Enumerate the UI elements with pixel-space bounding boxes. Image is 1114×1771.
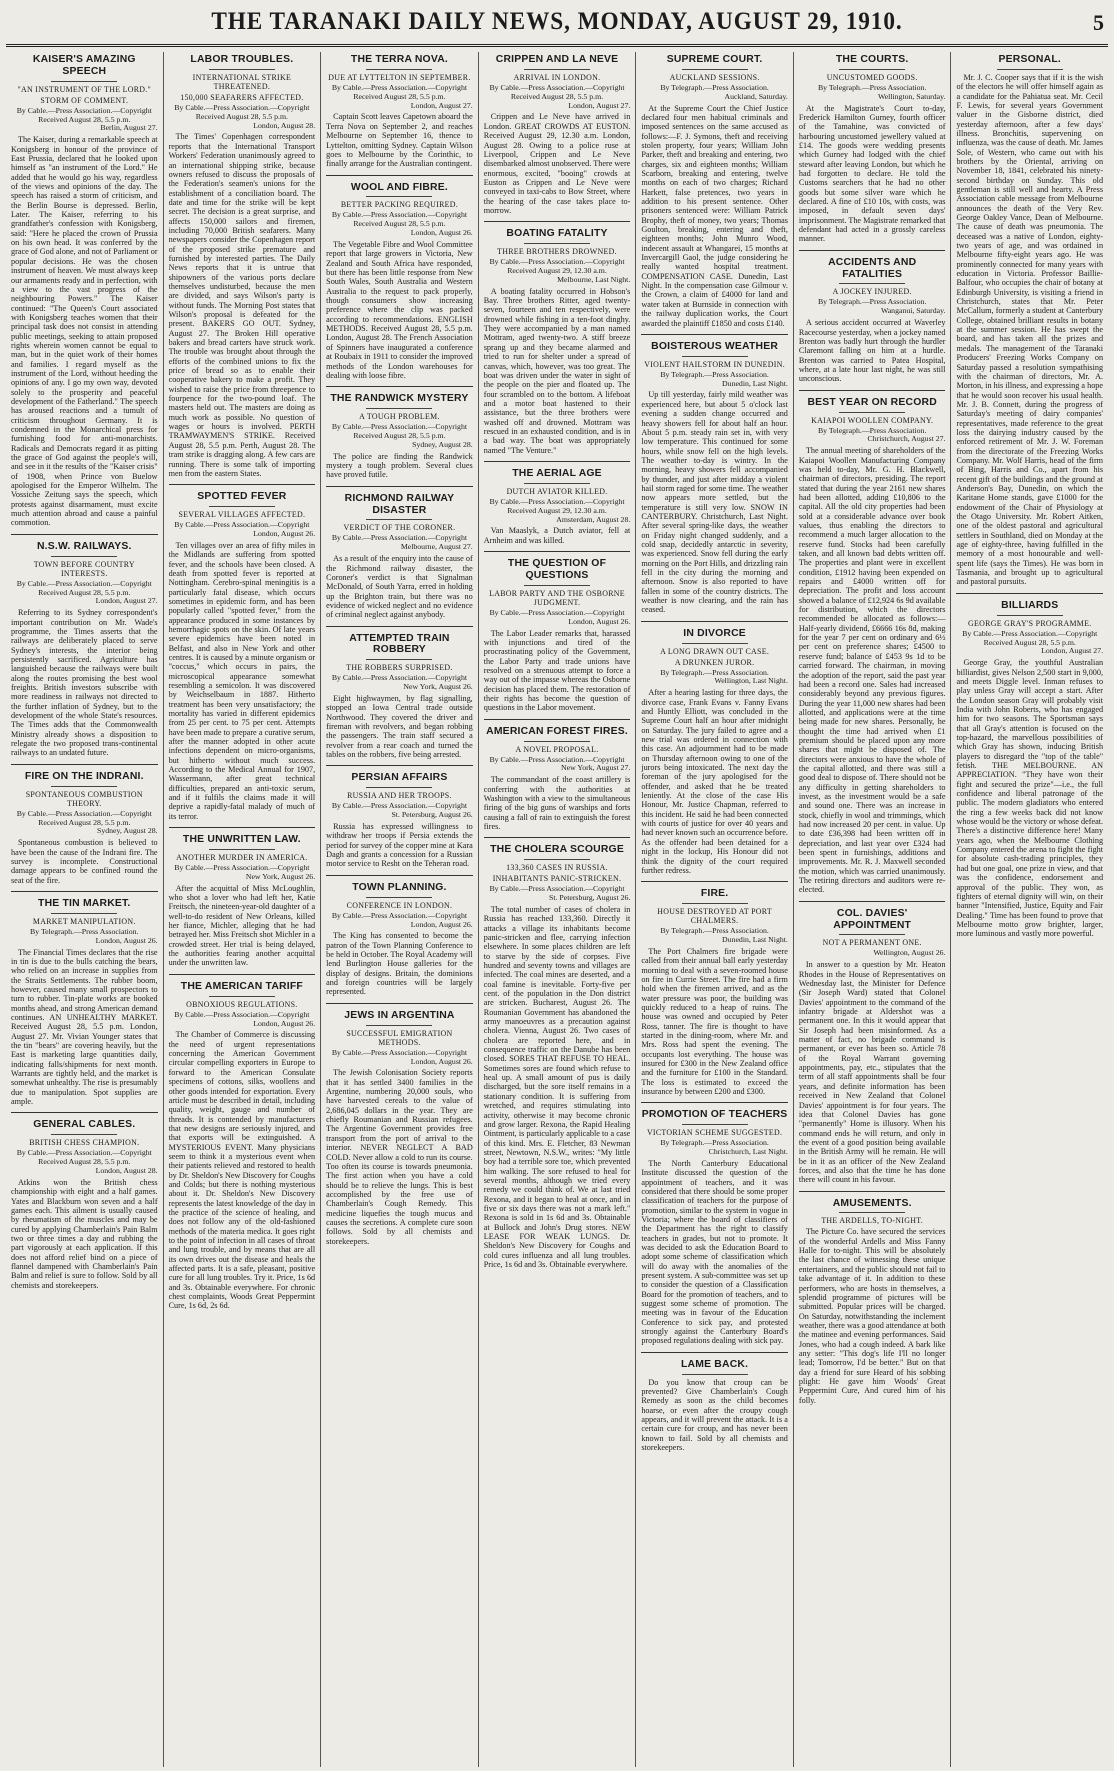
- article: [326, 54, 473, 169]
- article: [641, 621, 788, 875]
- article-subheading: A NOVEL PROPOSAL.: [515, 744, 599, 754]
- press-credit: By Cable.—Press Association.—Copyright: [174, 1009, 310, 1019]
- article-dateline: Berlin, August 27.: [100, 123, 158, 133]
- article-body: Mr. J. C. Cooper says that if it is the wish of the electors he will offer himself again as a candidate for the Pahiatua seat. Mr. Cecil F. Lewis, for several years Government valuer in the Gisborne district, died yesterday afternoon, after a few days' illness. Bronchitis, supervening on influenza, was the cause of death. Mr. James Sole, of Western, who came out with his brothers by the Oriental, arriving on November 18, 1841, celebrated his ninety-second birthday on Sunday. This old gentleman is still well and hearty. A Press Association cable message from Melbourne announces the death of the Very Rev. George Oakley Vance, Dean of Melbourne. The cause of death was pneumonia. The deceased was a native of London, eighty-two years of age, and was ordained in Melbourne fifty-eight years ago. He was prominently connected for many years with education in Victoria. Professor Baillie-Balfour, who occupies the chair of botany at Edinburgh University, is visiting a friend in Christchurch, states that Mr. Peter McCallum, formerly a student at Canterbury College, obtained brilliant results in botany at the summer session. He has swept the board, and has taken all the prizes and medals. The management of the Taranaki Producers' Freezing Works Company on Saturday passed a resolution sympathising with the chairman of directors, Mr. A. Morton, in his illness, and expressing a hope that he would soon recover his usual health. Mr. J. B. Connett, during the progress of Saturday's meeting of dairy companies' representatives, made reference to the great loss the dairying industry caused by the enforced retirement of Mr. J. W. Foreman from the directorate of the Freezing Works Company. Mr. Wolf Harris, head of the firm of Bing, Harris and Co., apart from his recent gift of the buildings and the ground at Anderson's Bay, Dunedin, on which the Karitane Home stands, gave £1000 for the endowment of the Chair of Physiology at the Otago University. Mr. Robert Aitken, one of the oldest pastoral and agricultural settlers in Southland, died on Monday at the age of eighty-three, having fulfilled in the memory of a most honourable and well-spent life (says the Times). He was born in Tasmania, and brought up to agricultural and pastoral pursuits.: [956, 72, 1104, 587]
- article-subheading: 133,360 CASES IN RUSSIA.: [506, 863, 608, 873]
- headline-rule: [839, 1212, 905, 1213]
- article-body: Russia has expressed willingness to withdraw her troops if Persia extends the period for survey of the copper mine at Kara Dagh and grants a concession for a Russian motor service to Resht on the Teheran road.: [326, 822, 473, 869]
- article-subheading: AUCKLAND SESSIONS.: [669, 72, 760, 82]
- headline-rule: [524, 859, 590, 860]
- headline-rule: [997, 69, 1063, 70]
- article: [11, 1112, 158, 1290]
- received-line: Received August 28, 5.5 p.m.: [38, 114, 131, 124]
- article: [326, 386, 473, 480]
- press-credit: By Cable.—Press Association.—Copyright: [16, 808, 152, 818]
- article-body: After a hearing lasting for three days, the divorce case, Frank Evans v. Fanny Evans and Huntly Elliott, was concluded in the Supreme Court half an hour after midnight on Saturday. The jury failed to agree and a new trial was ordered in connection with this case. An adjournment had to be made on Thursday afternoon owing to one of the jurors being intoxicated. The next day the foreman of the jury apologised for the offender, and asked that he be treated leniently. At the close of the case His Honour, Mr. Justice Chapman, referred to this incident. He said he had been connected with courts of justice for over 40 years and had never known such an occurrence before. As the offender had been detained for a night in the lockup, His Honour did not think the dignity of the court required further redress.: [641, 688, 788, 875]
- article-headline: THE TIN MARKET.: [38, 897, 131, 909]
- press-credit: By Cable.—Press Association.—Copyright: [489, 496, 625, 506]
- article-dateline: London, August 26.: [410, 1056, 473, 1066]
- article-headline: GENERAL CABLES.: [33, 1119, 136, 1131]
- article-dateline: Dunedin, Last Night.: [722, 934, 788, 944]
- article-subheading: VIOLENT HAILSTORM IN DUNEDIN.: [644, 359, 785, 369]
- article-body: Ten villages over an area of fifty miles in the Midlands are suffering from spotted fever, and the schools have been closed. A death from spotted fever is reported at Nottingham. Cerebro-spinal meningitis is a particularly fatal disease, which occurs sometimes in epidemic form, and has been popularly called "spotted fever," from the appearance produced in some instances by hemorrhagic spots on the skin. Of late years severe epidemics have been noted in Belfast, and also in New York and other centres. It is caused by a minute organism or "coccus," which occurs in pairs, the microscopical appearance somewhat resembling a semicolon. It was discovered by Weichselbaum in 1887. Hitherto treatment has been very unsatisfactory; the mortality has varied in different epidemics from 25 per cent. to 75 per cent. Attempts have been made to prepare a curative serum, after the manner adopted in other acute infections dependent on micro-organisms, but hitherto without much success. According to the Medical Annual for 1907, Wassermann, after great technical difficulties, prepared an anti-toxic serum, and if it fulfils the claims made it will deprive a rapidly-fatal malady of much of its terror.: [168, 540, 316, 821]
- article-subheading: STORM OF COMMENT.: [40, 95, 129, 105]
- article-headline: FIRE ON THE INDRANI.: [24, 770, 144, 782]
- article-dateline: St. Petersburg, August 26.: [391, 810, 473, 820]
- column-5: [636, 52, 794, 1767]
- article-subheading: THE ROBBERS SURPRISED.: [346, 663, 453, 673]
- article-headline: THE AMERICAN TARIFF: [180, 980, 303, 992]
- article: [956, 54, 1103, 587]
- article-body: In answer to a question by Mr. Heaton Rhodes in the House of Representatives on Wednesday last, the Minister for Defence (Sir Joseph Ward) stated that Colonel Davies' appointment to the command of the infantry brigade at Aldershot was a permanent one. In this it would appear that Sir Joseph had been misinformed. As a matter of fact, no brigade command is permanent, or ever has been so. Article 78 of the Royal Warrant governing appointments, pay, etc., stipulates that the term of all staff appointments shall be four years, and definite information has been received in New Zealand that Colonel Davies' appointment is for four years. The idea that Colonel Davies has gone "permanently" Home is illusory. When his command ends he will return, and only in the event of a good position being available in the British Army will he remain. He will be in it as an officer of the New Zealand forces, and also that the time he has done there will count in his favour.: [798, 960, 946, 1185]
- press-credit: By Telegraph.—Press Association.: [660, 82, 769, 92]
- article-headline: ACCIDENTS AND FATALITIES: [828, 256, 917, 280]
- article-dateline: London, August 26.: [568, 616, 631, 626]
- headline-rule: [682, 356, 748, 357]
- headline-rule: [209, 506, 275, 507]
- received-line: Received August 28, 5.5 p.m.: [353, 430, 446, 440]
- headline-rule: [366, 196, 432, 197]
- article-body: The Kaiser, during a remarkable speech at Konigsberg in honour of the province of East Prussia, declared that he looked upon himself as "an instrument of the Lord." He added that he would go his way, regardless of the views and opinions of the day. The speech has raised a storm of criticism, and the Berlin Bourse is depressed. Berlin, Later. The Kaiser, referring to his grandfather's confession with Konigsberg, said: "Here he placed the crown of Prussia on his own head. It was conferred by the grace of God alone, and not of Parliament or popular decisions. He was the chosen instrument of heaven. We must always keep our armaments ready and in perfection, with a view to the vast progress of the neighbouring Powers." The Kaiser continued: "The Queen's Court associated with Konigsberg teaches women that their principal task does not consist in attending public meetings, seeking to attain proposed rights wherein women cannot be equal to man, but in the quiet work of their homes and families. I regard myself as the instrument of the Lord, without heeding the opinions of any. I go my own way, devoted solely to the prosperity and peaceful development of the Fatherland." The speech has aroused reactions and a tumult of criticism throughout Germany. It is condemned in the Monarchical press for furnishing food for anti-monarchists. Radicals and Democrats regard it as pitting the grace of God against the people's will, and see in it the results of the "Kaiser crisis" of 1908, when Prince von Buelow apologised for the Emperor Wilhelm. The Vossiche Zeitung says the speech, which protests against disarmament, must excite much attention abroad and cause a painful commotion.: [11, 135, 158, 528]
- press-credit: By Telegraph.—Press Association.: [817, 425, 927, 435]
- press-credit: By Telegraph.—Press Association.: [660, 667, 769, 677]
- article-headline: THE UNWRITTEN LAW.: [182, 834, 301, 846]
- article-body: As a result of the enquiry into the cause of the Richmond railway disaster, the Coroner's verdict is that Signalman McDonald, of South Yarra, erred in holding up the Brighton train, but there was no evidence of wicked neglect and no evidence of criminal neglect against anybody.: [326, 554, 473, 620]
- article-body: The police are finding the Randwick mystery a tough problem. Several clues have proved futile.: [326, 451, 473, 480]
- article-body: After the acquittal of Miss McLoughlin, who shot a lover who had left her, Katie Freitsch, the nineteen-year-old daughter of a well-to-do resident of New Orleans, killed her fiance, Michler, alleging that he had betrayed her. Miss Freitsch shot Michler in a crowded street. Her trial is being delayed, the authorities fearing another acquittal under the unwritten law.: [168, 883, 316, 968]
- headline-rule: [839, 412, 905, 413]
- article: [169, 827, 316, 968]
- article-body: The total number of cases of cholera in Russia has reached 133,360. Directly it attacks a village its inhabitants become panic-stricken and flee, carrying infection elsewhere. In some places children are left to starve by the side of corpses. Five hundred and seventy towns and villages are infected. The coal mines are deserted, and a coal famine is inevitable. Forty-five per cent. of the population in the Don district are stricken. Bucharest, August 26. The Roumanian Government has abandoned the army manoeuvres as a precaution against cholera. Vienna, August 26. Two cases of cholera are reported here, and in consequence traffic on the Danube has been closed. SORES THAT REFUSE TO HEAL. Sometimes sores are found which refuse to heal up. A small amount of pus is daily discharged, but the sore itself remains in a stationary condition. It is suffering from wretched, and requires stimulating into activity, otherwise it may become chronic and grow larger. Rexona, the Rapid Healing Ointment, is particularly applicable to a case of this kind. Mrs. E. Fletcher, 83 Newman street, Newtown, N.S.W., writes: "My little boy had a terrible sore toe, which prevented him walking. The sore refused to heal for several months, although we tried every remedy we could think of. We at last tried Rexona, and it began to heal at once, and in five or six days there was not a mark left." Rexona is sold in 1s 6d and 3s. Obtainable at Bullock and John's Drug stores. NEW LEASE FOR WEAK LUNGS. Dr. Sheldon's New Discovery for Coughs and cold cures influenza and all lung troubles. Price, 1s 6d and 3s. Obtainable everywhere.: [483, 904, 631, 1270]
- article: [484, 54, 631, 215]
- article-subheading: INHABITANTS PANIC-STRICKEN.: [492, 874, 622, 884]
- article: [169, 54, 316, 478]
- article: [799, 1191, 946, 1405]
- press-credit: By Telegraph.—Press Association.: [30, 926, 139, 936]
- article: [11, 534, 158, 758]
- headline-rule: [682, 903, 748, 904]
- article-subheading: BRITISH CHESS CHAMPION.: [29, 1138, 140, 1148]
- article-dateline: Christchurch, August 27.: [867, 434, 946, 444]
- article: [641, 334, 788, 615]
- article-dateline: Sydney, August 28.: [412, 439, 473, 449]
- article-dateline: London, August 27.: [1041, 646, 1104, 656]
- headline-rule: [366, 659, 432, 660]
- headline-rule: [366, 519, 432, 520]
- article-subheading: OBNOXIOUS REGULATIONS.: [186, 999, 298, 1009]
- article-headline: WOOL AND FIBRE.: [350, 181, 448, 193]
- article-subheading: NOT A PERMANENT ONE.: [822, 938, 922, 948]
- headline-rule: [209, 849, 275, 850]
- article: [326, 486, 473, 620]
- article-subheading: HOUSE DESTROYED AT PORT CHALMERS.: [657, 907, 772, 926]
- article-body: The Financial Times declares that the rise in tin is due to the bulls catching the bears, who relied on an increase in supplies from the Straits Settlements. The rubber boom, however, caused many small prospectors to turn to rubber. Tin-plate works are booked months ahead, and strong American demand continues. AN UNHEALTHY MARKET. Received August 28, 5.5 p.m. London, August 27. Mr. Vivian Younger states that the tin "bears" are covering heavily, but the East is marketing large quantities daily, indicating falls/shipments for next month. Warrants are tightly held, and the market is somewhat unhealthy. The rise is presumably due to manipulation. Spot supplies are ample.: [11, 947, 158, 1107]
- headline-rule: [524, 483, 590, 484]
- article-dateline: Sydney, August 28.: [97, 826, 158, 836]
- press-credit: By Cable.—Press Association.—Copyright: [16, 1148, 152, 1158]
- received-line: Received August 28, 5.5 p.m.: [510, 91, 604, 101]
- article-subheading: THREE BROTHERS DROWNED.: [497, 247, 617, 257]
- headline-rule: [366, 69, 432, 70]
- article: [484, 221, 631, 455]
- received-line: Received August 28, 5.5 p.m.: [353, 219, 446, 229]
- article-body: Up till yesterday, fairly mild weather was experienced here, but about 5 o'clock last evening a sudden change occurred and heavy showers fell for about half an hour. About 5 p.m. steady rain set in, with very low temperature. This continued for some hours, while snow fell on the high levels. The weather to-day is wintry. In the morning, heavy showers fell accompanied by thunder, and just after midday a violent hail storm raged for some time. The weather now appears more settled, but the temperature is still very low. SNOW IN CANTERBURY. Christchurch, Last Night. After several spring-like days, the weather on Friday night changed suddenly, and a cold snap, decidedly antarctic in severity, was experienced. Snow fell during the early morning on the Port Hills, and drizzling rain fell in the city during the morning and afternoon. Snow is also reported to have fallen in some of the country districts. The weather is now clearing, and the rain has ceased.: [641, 390, 788, 615]
- article-dateline: Wellington, Last Night.: [714, 676, 788, 686]
- article-body: Atkins won the British chess championship with eight and a half games. Yates and Blackburn won seven and a half games each. This ailment is usually caused by rheumatism of the muscles and may be cured by applying Chamberlain's Pain Balm two or three times a day and rubbing the part vigorously at each application. If this does not afford relief bind on a piece of flannel dampened with Chamberlain's Pain Balm and relief is sure to follow. Sold by all chemists and storekeepers.: [11, 1177, 158, 1290]
- press-credit: By Cable.—Press Association.—Copyright: [16, 105, 152, 115]
- article-dateline: London, August 26.: [410, 919, 473, 929]
- headline-rule: [366, 787, 432, 788]
- article-body: The North Canterbury Educational Institute discussed the question of the appointment of teachers, and it was considered that there should be some proper classification of teachers for the purpose of promotion, similar to the system in vogue in Victoria; where the board of classifiers of the Department has the right to classify teachers in grades, but not to promote. It was decided to ask the Education Board to adopt some scheme of classification which will do away with the anomalies of the present system. A sub-committee was set up to consider the question of a Classification Board for the promotion of teachers, and to suggest some scheme of promotion. The meeting was in favour of the Education Conference to sick pay, and protested strongly against the Canterbury Board's proposed regulations dealing with sick pay.: [641, 1158, 788, 1346]
- article-subheading: UNCUSTOMED GOODS.: [826, 72, 918, 82]
- article-headline: N.S.W. RAILWAYS.: [36, 540, 132, 552]
- article: [641, 54, 788, 328]
- article: [169, 484, 316, 821]
- article-dateline: London, August 28.: [253, 120, 316, 130]
- article-body: Spontaneous combustion is believed to have been the cause of the Indrani fire. The survey is incomplete. Constructional damage appears to be confined round the seat of the fire.: [11, 838, 158, 885]
- article-subheading: RUSSIA AND HER TROOPS.: [347, 791, 452, 801]
- article-subheading: CONFERENCE IN LONDON.: [346, 900, 453, 910]
- press-credit: By Cable.—Press Association.—Copyright: [331, 210, 468, 220]
- article: [326, 765, 473, 868]
- press-credit: By Cable.—Press Association.—Copyright: [331, 673, 468, 683]
- press-credit: By Telegraph.—Press Association.: [660, 1138, 769, 1148]
- article-dateline: London, August 27.: [95, 596, 158, 606]
- article-dateline: New York, August 27.: [560, 763, 631, 773]
- article-subheading: SUCCESSFUL EMIGRATION METHODS.: [346, 1028, 453, 1047]
- article-headline: LABOR TROUBLES.: [190, 54, 294, 65]
- newspaper-columns: [6, 52, 1108, 1767]
- article-subheading: INTERNATIONAL STRIKE THREATENED.: [192, 72, 292, 91]
- article-subheading: 150,000 SEAFARERS AFFECTED.: [180, 92, 304, 102]
- article-body: George Gray, the youthful Australian billiardist, gives Nelson 2,500 start in 9,000, and meets Diggle level. Inman refuses to play unless Gray will accept a start. After the London season Gray will probably visit India with John Roberts, who has engaged him for two seasons. The Sportsman says that all Gray's attention is focused on the top-hazard, the marvellous possibilities of which Gray has shown, inducing British players to disregard the "top of the table" fetish. THE MELBOURNE. AN APPRECIATION. "They have won their fight and secured the prize"—i.e., the full confidence and liberal patronage of the public. The modern gladiators who entered the ring a few weeks back did not know whose would be the victory or whose defeat. There's a distinctive difference here! Many years ago, when the Melbourne Clothing Company entered the arena to fight the fight for absolute cash-trading principles, they had but one goal, one prize in view, and that was the confidence, endorsement and approval of the public. They won, as fighters of eternal dignity will win, on their banner "Intensified, Justice, Equity and Fair Dealing." Time has been found to prove that Melbourne motto grow brighter, larger, more luminous and vastly more powerful.: [956, 658, 1104, 939]
- article-headline: THE RANDWICK MYSTERY: [330, 393, 469, 405]
- received-line: Received August 28, 5.5 p.m.: [983, 637, 1076, 647]
- article-dateline: Wellington, Saturday.: [877, 91, 946, 101]
- column-1: [6, 52, 164, 1767]
- press-credit: By Cable.—Press Association.—Copyright: [489, 754, 625, 764]
- article-body: The Labor Leader remarks that, harassed with injunctions and tired of the procrastinating policy of the Government, the Labor Party and trade unions have resolved on a strenuous attempt to force a way out of the impasse whereas the Osborne decision has placed them. The restoration of their rights has become the question of questions in the Labor movement.: [483, 628, 631, 713]
- received-line: Received August 28, 5.5 p.m.: [38, 587, 131, 597]
- article-subheading: SPONTANEOUS COMBUSTION THEORY.: [25, 789, 143, 808]
- headline-rule: [366, 408, 432, 409]
- article-body: Van Maaslyk, a Dutch aviator, fell at Arnheim and was killed.: [483, 526, 631, 545]
- article-subheading: BETTER PACKING REQUIRED.: [340, 200, 459, 210]
- article-body: The Jewish Colonisation Society reports that it has settled 3400 families in the Argentine, numbering 20,000 souls, who have harvested cereals to the value of 2,686,045 dollars in the year. They are chiefly Roumanian and Russian refugees. The Argentine Government provides free transport from the port of arrival to the interior. NEVER NEGLECT A BAD COLD. Never allow a cold to run its course. Too often its course is towards pneumonia. The first action when you have a cold should be to relieve the lungs. This is best accomplished by the free use of Chamberlain's Cough Remedy. This medicine liquefies the tough mucus and causes the secretions. A complete cure soon follows. Sold by all chemists and storekeepers.: [326, 1068, 473, 1246]
- article: [799, 54, 946, 244]
- press-credit: By Cable.—Press Association.—Copyright: [174, 862, 310, 872]
- press-credit: By Cable.—Press Association.—Copyright: [331, 801, 468, 811]
- article: [799, 390, 946, 895]
- article: [799, 250, 946, 384]
- article-body: Eight highwaymen, by flag signalling, stopped an Iowa Central trade outside Northwood. They covered the driver and fireman with revolvers, and began robbing the passengers. The train staff secured a revolver from a rear coach and turned the tables on the robbers, five being arrested.: [326, 694, 473, 760]
- press-credit: By Telegraph.—Press Association.: [817, 82, 927, 92]
- press-credit: By Cable.—Press Association.—Copyright: [331, 82, 468, 92]
- article: [169, 974, 316, 1311]
- press-credit: By Cable.—Press Association.—Copyright: [331, 422, 468, 432]
- article-dateline: Melbourne, August 27.: [400, 542, 473, 552]
- article: [484, 837, 631, 1269]
- article-headline: THE TERRA NOVA.: [350, 54, 448, 65]
- article-headline: THE COURTS.: [835, 54, 909, 65]
- article-dateline: Dunedin, Last Night.: [722, 378, 788, 388]
- article-dateline: New York, August 26.: [403, 682, 473, 692]
- article: [641, 1102, 788, 1345]
- article-body: The Port Chalmers fire brigade were called from their annual ball early yesterday morning to deal with a seven-roomed house on fire in Currie Street. The fire had a firm hold when the firemen arrived, and as the water pressure was poor, the building was quickly reduced to a heap of ruins. The house was owned and occupied by Peter Ross, tanner. The fire is thought to have started in the dining-room, where Mr. and Mrs. Ross had spent the evening. The occupants lost everything. The house was insured for £300 in the New Zealand office and the furniture for £100 in the Standard. The loss is estimated to exceed the insurance by between £200 and £300.: [641, 946, 788, 1096]
- article-subheading: A TOUGH PROBLEM.: [359, 412, 440, 422]
- article-subheading: "AN INSTRUMENT OF THE LORD.": [17, 84, 152, 94]
- article-subheading: KAIAPOI WOOLLEN COMPANY.: [811, 415, 934, 425]
- article-body: The King has consented to become the patron of the Town Planning Conference to be held in October. The Royal Academy will lend Burlington House galleries for the display of designs. Britain, the dominions and foreign countries will be largely represented.: [326, 931, 473, 997]
- headline-rule: [839, 934, 905, 935]
- article-dateline: Auckland, Saturday.: [724, 91, 788, 101]
- article-dateline: London, August 27.: [410, 100, 473, 110]
- article: [799, 901, 946, 1185]
- article-headline: THE CHOLERA SCOURGE: [490, 844, 624, 856]
- article: [326, 1003, 473, 1246]
- article-body: At the Supreme Court the Chief Justice declared four men habitual criminals and imposed sentences on the same accused as follows:—F. J. Symons, theft and receiving stolen property, four years; William John Parker, theft and breaking and entering, two charges, six and eighteen months; William Scarborn, breaking and entering, twelve months on each of two charges; Richard Harkett, false pretences, two years in addition to his present sentence. Other prisoners sentenced were: William Patrick Brophy, theft of money, two years; Thomas Goulton, breaking, entering and theft, eighteen months; John Munro Wood, indecent assault at Whangarei, 15 months at Invercargill Gaol, the judge considering he really wanted hospital treatment. COMPENSATION CASE. Dunedin, Last Night. In the compensation case Gilmour v. the Crown, a claim of £4000 for land and water taken at Burnside in connection with the railway duplication works, the Court awarded the plaintiff £1850 and costs £140.: [641, 103, 788, 328]
- article: [484, 719, 631, 832]
- headline-rule: [51, 1134, 117, 1135]
- article-headline: PROMOTION OF TEACHERS: [641, 1109, 788, 1121]
- received-line: Received August 28, 5.5 p.m.: [353, 91, 446, 101]
- article-subheading: LABOR PARTY AND THE OSBORNE JUDGMENT.: [489, 588, 625, 607]
- article-subheading: TOWN BEFORE COUNTRY INTERESTS.: [33, 559, 135, 578]
- column-6: [794, 52, 952, 1767]
- article-body: The Times' Copenhagen correspondent reports that the International Transport Workers' Federation unanimously agreed to an international shipping strike, because owners refused to discuss the proposals of the Federation's seamen's unions for the establishment of a conciliation board. The date and time for the strike will be kept secret. The decision is a great surprise, and affects 150,000 sailors and firemen, including 70,000 British seafarers. Many newspapers consider the Copenhagen report of the proposed strike premature and furnished by interested parties. The Daily News reports that it is untrue that shipowners of the various ports declare themselves undisturbed, because the men are divided, and says Wilson's party is without funds. The Morning Post states that Wilson's proposal is defeated for the present. BAKERS GO OUT. Sydney, August 27. The Broken Hill operative bakers and bread carters have struck work. The trouble was brought about through the efforts of the combined unions to fix the price of bread so as to enable their cooperative bakery to make a profit. They wished to raise the price from threepence to fourpence for the two-pound loaf. The masters held out. The masters are doing as much work as possible. No question of wages or hours is involved. PERTH TRAMWAYMEN'S STRIKE. Received August 28, 5.5 p.m. Perth, August 28. The tram strike is dragging along. A few cars are running. There is some talk of importing men from the eastern States.: [168, 132, 316, 478]
- article-dateline: London, August 28.: [95, 1166, 158, 1176]
- article-dateline: St. Petersburg, August 26.: [549, 893, 631, 903]
- article: [956, 593, 1103, 939]
- article: [11, 891, 158, 1106]
- headline-rule: [209, 996, 275, 997]
- press-credit: By Cable.—Press Association.—Copyright: [174, 520, 310, 530]
- article-headline: PERSIAN AFFAIRS: [351, 772, 448, 784]
- headline-rule: [524, 243, 590, 244]
- article-dateline: London, August 27.: [568, 100, 631, 110]
- headline-rule: [682, 1124, 748, 1125]
- article-headline: FIRE.: [700, 888, 729, 900]
- headline-rule: [524, 585, 590, 586]
- article: [641, 1352, 788, 1453]
- page-number: 5: [1093, 10, 1104, 35]
- press-credit: By Cable.—Press Association.—Copyright: [489, 82, 625, 92]
- article-dateline: London, August 26.: [253, 528, 316, 538]
- headline-rule: [682, 69, 748, 70]
- article-subheading: SEVERAL VILLAGES AFFECTED.: [178, 510, 306, 520]
- article: [11, 54, 158, 528]
- article-body: At the Magistrate's Court to-day, Frederick Hamilton Gurney, fourth officer of the Tamahine, was convicted of harbouring uncustomed jewellery valued at £14. The goods were wedding presents which Gurney had lodged with the chief steward after leaving London, but which he had forgotten to declare. He told the Customs searchers that he had no other goods but some silver ware which he declared. A fine of £10 10s, with costs, was imposed, in default seven days' imprisonment. The Magistrate remarked that defendant had acted in a grossly careless manner.: [798, 103, 946, 244]
- article-dateline: New York, August 26.: [245, 871, 316, 881]
- article-headline: AMERICAN FOREST FIRES.: [486, 725, 628, 737]
- article-subheading: A DRUNKEN JUROR.: [674, 657, 755, 667]
- headline-rule: [839, 283, 905, 284]
- press-credit: By Cable.—Press Association.—Copyright: [489, 884, 625, 894]
- article-dateline: Christchurch, Last Night.: [708, 1147, 788, 1157]
- press-credit: By Cable.—Press Association.—Copyright: [962, 628, 1098, 638]
- article-headline: THE QUESTION OF QUESTIONS: [507, 558, 607, 581]
- article: [11, 764, 158, 885]
- press-credit: By Cable.—Press Association.—Copyright: [489, 257, 625, 267]
- press-credit: By Cable.—Press Association.—Copyright: [331, 1047, 468, 1057]
- article-body: The Chamber of Commerce is discussing the need of urgent representations concerning the American Government circular compelling exporters in Europe to forward to the American Consulate specimens of cottons, silks, woollens and other goods intended for exportation. Every article must be described in detail, including quality, weight, gauge and number of threads. It is contended by manufacturers that new designs are seriously injured, and that exports will be extinguished. A MYSTERIOUS EVENT. Many physicians seem to think it a mysterious event when their patients relieved and restored to health by Dr. Sheldon's New Discovery for Coughs and Colds; but there is nothing mysterious about it. Dr. Sheldon's New Discovery represents the latest knowledge of the day in the practice of the science of healing, and does not follow any of the old-fashioned methods of the materia medica. It goes right to the point of infection in all cases of throat and lung trouble, and by means that are all its own drives out the disease and heals the affected parts. It is a safe, pleasant, positive cure for all lung troubles. Try it. Price, 1s 6d and 3s. Obtainable everywhere. For chronic chest complaints, Woods Great Peppermint Cure, 1s 6d, 2s 6d.: [168, 1030, 316, 1311]
- article-subheading: DUTCH AVIATOR KILLED.: [506, 486, 608, 496]
- article-headline: BOISTEROUS WEATHER: [651, 340, 779, 352]
- article-headline: LAME BACK.: [680, 1358, 749, 1370]
- column-4: [479, 52, 637, 1767]
- article-body: The annual meeting of shareholders of the Kaiapoi Woollen Manufacturing Company was held to-day, Mr. G. H. Blackwell, chairman of directors, presiding. The report stated that during the year 2161 new shares had been allotted, adding £10,806 to the capital. All the old city properties had been sold at a considerable advance over book values, thus enabling the directors to recommend a much larger allocation to the reserve fund. Stocks had been carefully taken, and all known bad debts written off. The properties and plant were in excellent condition, £1912 having been expended on repairs and £4000 written off for depreciation. The profit and loss account showed a balance of £12,924 6s 9d available for distribution, which the directors recommended be allocated as follows:—Half-yearly dividend, £6666 16s 8d, making for the year 7 per cent on ordinary and 6½ per cent on preference shares; £4500 to reserve fund; balance of £453 9s 1d to be carried forward. The chairman, in moving the adoption of the report, said the past year had been a record one. Sales had increased considerably beyond any previous figures. During the year 11,000 new shares had been allotted, and applications were at the time being made for new shares. Personally, he thought the time had arrived when £1 premium should be placed upon any more shares that might be disposed of. The directors were anxious to have the whole of the capital allotted, and there was still a good deal to dispose of. There should not be any difficulty in getting shareholders to invest, as the investment would be a safe and sound one. There was an increase in stock, chiefly in wool and trimmings, which had now increased 20 per cent. in value. Up to date £36,398 had been written off in depreciation, and last year over £324 had been spent in furnishings, additions and improvements. Mr. R. J. Maxwell seconded the motion, which was carried unanimously. The retiring directors and auditors were re-elected.: [798, 446, 946, 895]
- article-headline: BILLIARDS: [1001, 599, 1059, 611]
- press-credit: By Telegraph.—Press Association.: [817, 297, 927, 307]
- article-body: Referring to its Sydney correspondent's important contribution on Mr. Wade's programme, the Times asserts that the railways are deliberately placed to serve Sydney's interests, the interior being persistently sacrificed. Agriculture has languished because the railways were built along the routes promising the best wool freights. British investors subscribe with more readiness in railways not directed to the further inflation of Sydney, but to the development of the whole State's resources. The Times adds that the Commonwealth Ministry already shows a disposition to relegate the two proposed trans-continental railways to an undated future.: [11, 608, 158, 758]
- article-headline: PERSONAL.: [998, 54, 1061, 65]
- article-body: A boating fatality occurred in Hobson's Bay. Three brothers Ritter, aged twenty-seven, fourteen and ten respectively, were drowned while fishing in a ten-foot dinghy. They were accompanied by a man named Mottram, aged twenty-two. A stiff breeze sprang up and they became alarmed and tried to run for shelter under a spread of canvas, which, however, was too great. The boat was driven under the water in sight of the people on the pier and floated up. The four scrambled on to the bottom. A lifeboat and a motor boat hastened to their assistance, but the three brothers were washed off and drowned. Mottram was rescued in an exhausted condition, and is in a bad way. The boat was appropriately named "The Venture.": [483, 286, 631, 455]
- article-dateline: London, August 26.: [410, 228, 473, 238]
- article-headline: THE AERIAL AGE: [512, 467, 602, 479]
- received-line: Received August 28, 5.5 p.m.: [195, 111, 288, 121]
- received-line: Received August 29, 12.30 a.m.: [507, 505, 607, 515]
- article: [484, 551, 631, 713]
- headline-rule: [51, 556, 117, 557]
- headline-rule: [51, 786, 117, 787]
- press-credit: By Cable.—Press Association.—Copyright: [174, 102, 310, 112]
- column-3: [321, 52, 479, 1767]
- article-subheading: A LONG DRAWN OUT CASE.: [660, 646, 770, 656]
- press-credit: By Cable.—Press Association.—Copyright: [331, 533, 468, 543]
- masthead: [6, 4, 1108, 47]
- press-credit: By Cable.—Press Association.—Copyright: [16, 578, 152, 588]
- headline-rule: [366, 897, 432, 898]
- headline-rule: [524, 741, 590, 742]
- headline-rule: [524, 69, 590, 70]
- headline-rule: [682, 643, 748, 644]
- article-dateline: Amsterdam, August 28.: [556, 514, 631, 524]
- article-subheading: VICTORIAN SCHEME SUGGESTED.: [646, 1128, 783, 1138]
- headline-rule: [51, 913, 117, 914]
- article-body: The Vegetable Fibre and Wool Committee report that large growers in Victoria, New Zealand and South Africa have responded, but there has been little response from New South Wales, South Australia and Western Australia to the request to pack properly, though consumers show increasing preference where the clip was packed according to recommendations. ENGLISH METHODS. Received August 28, 5.5 p.m. London, August 28. The French Association of Spinners have inaugurated a conference at Roubaix in 1911 to consider the improved methods of the London warehouses for dealing with loose fibre.: [326, 240, 473, 380]
- article-subheading: THE ARDELLS, TO-NIGHT.: [821, 1216, 924, 1226]
- article-headline: SPOTTED FEVER: [197, 491, 287, 503]
- article-dateline: Melbourne, Last Night.: [557, 274, 631, 284]
- article-subheading: ARRIVAL IN LONDON.: [513, 72, 601, 82]
- column-2: [164, 52, 322, 1767]
- headline-rule: [682, 1374, 748, 1375]
- article-body: Captain Scott leaves Capetown aboard the Terra Nova on September 2, and reaches Melbourne on September 16, thence to Lyttelton, omitting Sydney. Captain Wilson goes to Melbourne by the Corinthic, to finally arrange for the Australian contingent.: [326, 112, 473, 169]
- article-dateline: Wanganui, Saturday.: [880, 306, 946, 316]
- press-credit: By Telegraph.—Press Association.: [660, 926, 769, 936]
- column-7: [951, 52, 1108, 1767]
- article-headline: JEWS IN ARGENTINA: [344, 1009, 455, 1021]
- article-subheading: MARKET MANIPULATION.: [32, 916, 136, 926]
- received-line: Received August 29, 12.30 a.m.: [507, 266, 607, 275]
- article-subheading: GEORGE GRAY'S PROGRAMME.: [968, 618, 1092, 628]
- article-headline: KAISER'S AMAZING SPEECH: [32, 54, 136, 77]
- received-line: Received August 28, 5.5 p.m.: [38, 1157, 131, 1167]
- article-headline: SUPREME COURT.: [666, 54, 763, 65]
- article-headline: ATTEMPTED TRAIN ROBBERY: [349, 632, 450, 656]
- received-line: Received August 28, 5.5 p.m.: [38, 817, 131, 827]
- article-body: Crippen and Le Neve have arrived in London. GREAT CROWDS AT EUSTON. Received August 29, 12.30 a.m. London, August 28. Owing to a police ruse at Liverpool, Crippen and Le Neve disembarked almost unobserved. There were enormous, excited, "booing" crowds at Euston as Crippen and Le Neve were conveyed in taxi-cabs to Bow Street, where the hearing of the case takes place to-morrow.: [483, 112, 631, 215]
- article-headline: IN DIVORCE: [683, 627, 746, 639]
- article: [641, 881, 788, 1096]
- article-body: The commandant of the coast artillery is conferring with the authorities at Washington with a view to the simultaneous firing of the big guns of warships and forts causing a fall of rain to extinguish the forest fires.: [483, 775, 631, 831]
- article-headline: BOATING FATALITY: [506, 228, 608, 240]
- article: [326, 875, 473, 997]
- headline-rule: [997, 615, 1063, 616]
- headline-rule: [366, 1025, 432, 1026]
- article-headline: TOWN PLANNING.: [352, 881, 447, 893]
- article-dateline: Wellington, August 26.: [873, 948, 946, 958]
- article-body: Do you know that croup can be prevented? Give Chamberlain's Cough Remedy as soon as the child becomes hoarse, or even after the croupy cough appears, and it will prevent the attack. It is a certain cure for croup, and has never been known to fail. Sold by all chemists and storekeepers.: [641, 1377, 788, 1453]
- article-dateline: London, August 26.: [253, 1018, 316, 1028]
- article-headline: COL. DAVIES' APPOINTMENT: [833, 907, 912, 931]
- article-subheading: ANOTHER MURDER IN AMERICA.: [176, 852, 308, 862]
- article: [326, 626, 473, 760]
- article-headline: CRIPPEN AND LA NEVE: [495, 54, 619, 65]
- headline-rule: [839, 69, 905, 70]
- press-credit: By Cable.—Press Association.—Copyright: [331, 910, 468, 920]
- press-credit: By Cable.—Press Association.—Copyright: [489, 607, 625, 617]
- article-body: A serious accident occurred at Waverley Racecourse yesterday, when a jockey named Brenton was badly hurt through the hurdler Claremont falling on him at a hurdle. Brenton was carried to Patea Hospital, where, at a late hour last night, he was still unconscious.: [798, 318, 946, 384]
- press-credit: By Telegraph.—Press Association.: [660, 369, 769, 379]
- article-subheading: A JOCKEY INJURED.: [832, 287, 912, 297]
- newspaper-title: THE TARANAKI DAILY NEWS, MONDAY, AUGUST 29, 1910.: [211, 8, 903, 35]
- article-subheading: VERDICT OF THE CORONER.: [343, 523, 456, 533]
- article-body: The Picture Co. have secured the services of the wonderful Ardells and Miss Fanny Halle for to-night. This will be absolutely the last chance of witnessing these unique entertainers, and the public should not fail to take advantage of it. In addition to these performers, who are hosts in themselves, a splendid programme of pictures will be submitted. Popular prices will be charged. On Saturday, notwithstanding the inclement weather, there was a good attendance at both the matinee and evening performances. Said Jones, who had a cough indeed. A bark like any setter: "This dog's life I'll no longer lead; Tomorrow, I'd be better." But on that day a friend for sure Heard of his sobbing plight: He gave him Woods' Great Peppermint Cure, And cured him of his folly.: [798, 1227, 946, 1405]
- article-headline: RICHMOND RAILWAY DISASTER: [344, 492, 455, 516]
- article-headline: BEST YEAR ON RECORD: [807, 396, 937, 408]
- headline-rule: [51, 81, 117, 82]
- article: [484, 461, 631, 545]
- article-subheading: DUE AT LYTTELTON IN SEPTEMBER.: [328, 72, 471, 82]
- article-headline: AMUSEMENTS.: [832, 1197, 912, 1209]
- article: [326, 175, 473, 381]
- headline-rule: [209, 69, 275, 70]
- article-dateline: London, August 26.: [95, 935, 158, 945]
